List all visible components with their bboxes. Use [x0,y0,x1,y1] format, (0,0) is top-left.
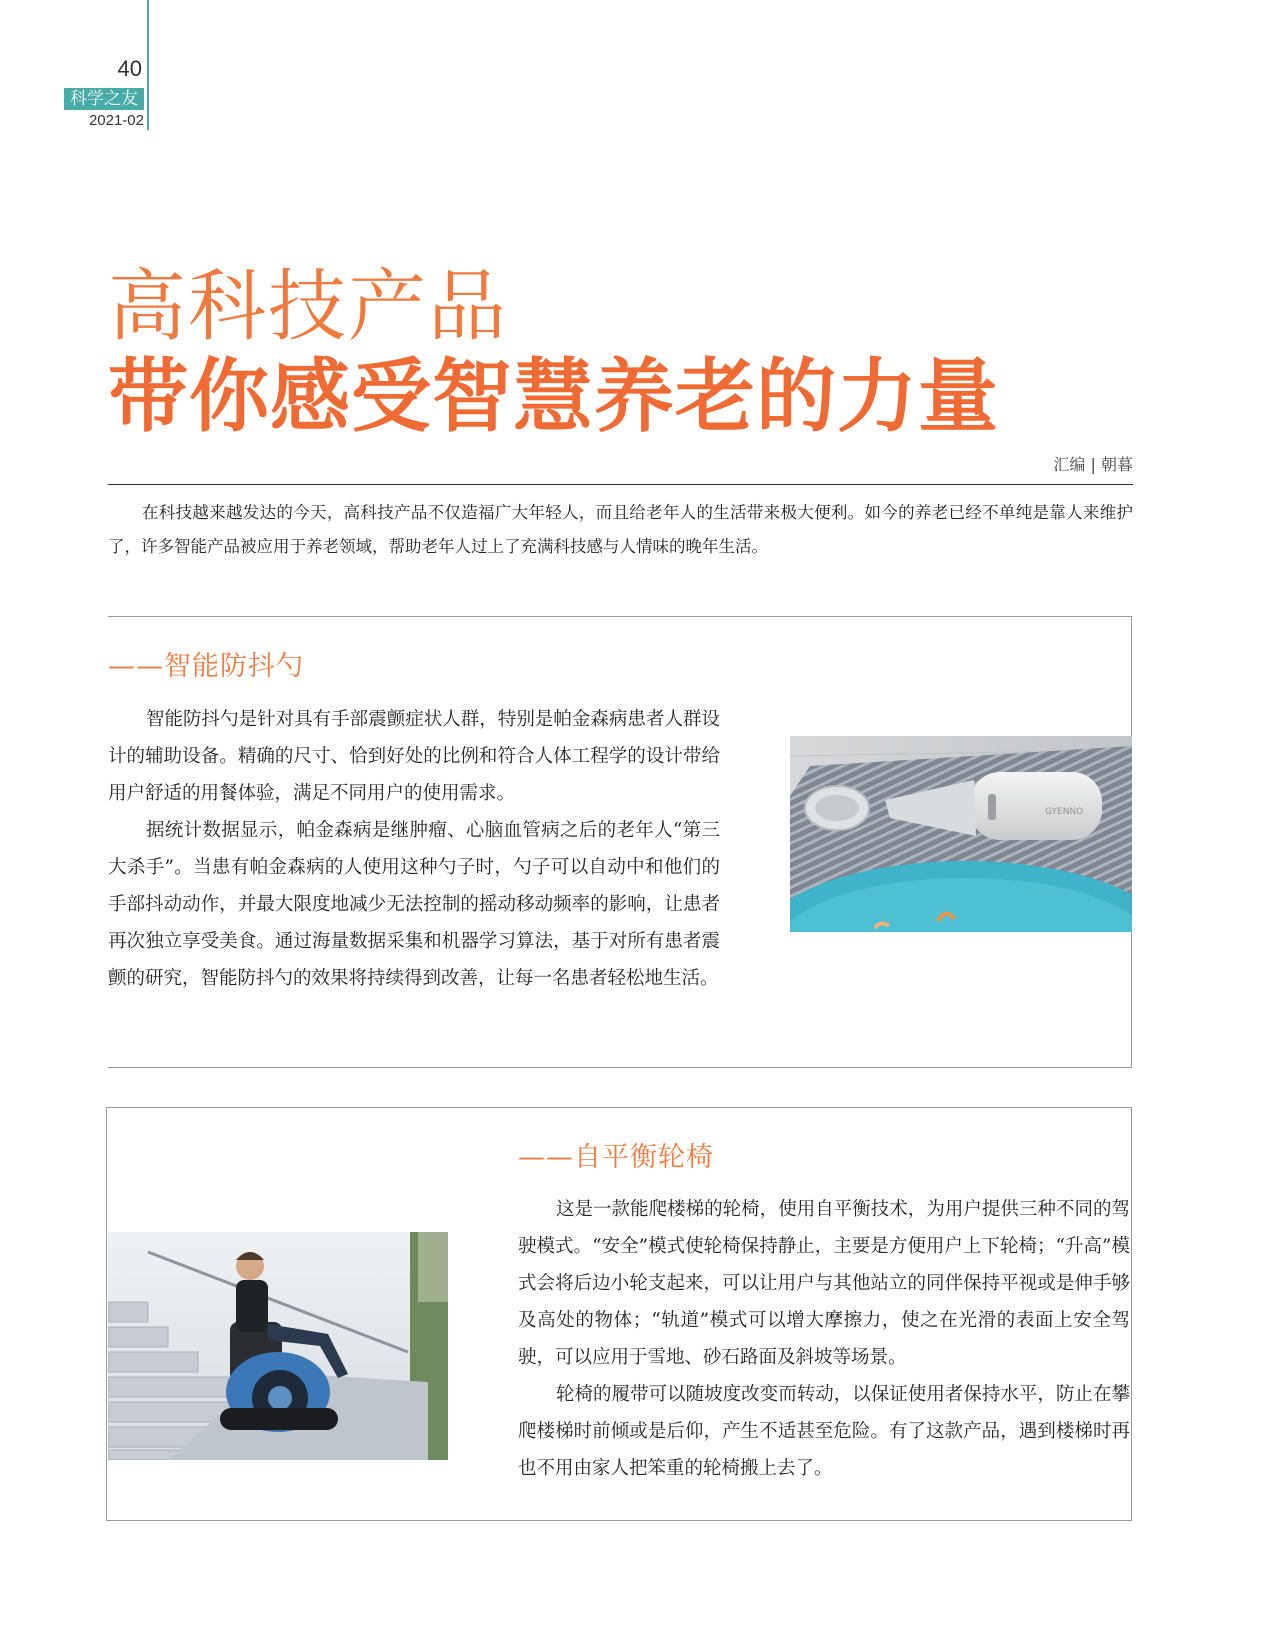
section1-paragraph: 据统计数据显示，帕金森病是继肿瘤、心脑血管病之后的老年人“第三大杀手”。当患有帕金森病的人使用这种勺子时，勺子可以自动中和他们的手部抖动动作，并最大限度地减少无法控制的摇动移动频率的影响，让患者再次独立享受美食。通过海量数据采集和机器学习算法，基于对所有患者震颤的研究，智能防抖勺的效果将持续得到改善，让每一名患者轻松地生活。 [108,820,720,989]
section1-title: ——智能防抖勺 [108,651,304,682]
issue-date: 2021-02 [88,112,144,129]
wheelchair-photo-illustration [108,1232,448,1460]
self-balancing-wheelchair-photo [108,1232,448,1460]
header-divider-line [147,0,149,130]
spoon-brand-label: GYENNO [1045,807,1084,817]
page-number: 40 [117,56,142,81]
section2-body [518,1191,1130,1487]
anti-tremor-spoon-photo [790,736,1132,932]
section2-paragraph: 轮椅的履带可以随坡度改变而转动，以保证使用者保持水平，防止在攀爬楼梯时前倾或是后仰，产生不适甚至危险。有了这款产品，遇到楼梯时再也不用由家人把笨重的轮椅搬上去了。 [518,1384,1130,1479]
title-rule [108,484,1133,485]
article-intro: 在科技越来越发达的今天，高科技产品不仅造福广大年轻人，而且给老年人的生活带来极大便利。如今的养老已经不单纯是靠人来维护了，许多智能产品被应用于养老领域，帮助老年人过上了充满科技感与人情味的晚年生活。 [108,503,1133,556]
article-title-line1: 高科技产品 [108,262,509,352]
section1-body [108,701,720,997]
article-title-line2: 带你感受智慧养老的力量 [108,350,999,443]
section1-paragraph: 智能防抖勺是针对具有手部震颤症状人群，特别是帕金森病患者人群设计的辅助设备。精确的尺寸、恰到好处的比例和符合人体工程学的设计带给用户舒适的用餐体验，满足不同用户的使用需求。 [108,709,720,804]
article-editor: 汇编 | 朝暮 [1053,455,1133,474]
magazine-name-badge: 科学之友 [64,88,144,110]
section2-paragraph: 这是一款能爬楼梯的轮椅，使用自平衡技术，为用户提供三种不同的驾驶模式。“安全”模式使轮椅保持静止，主要是方便用户上下轮椅；“升高”模式会将后边小轮支起来，可以让用户与其他站立的同伴保持平视或是伸手够及高处的物体；“轨道”模式可以增大摩擦力，使之在光滑的表面上安全驾驶，可以应用于雪地、砂石路面及斜坡等场景。 [518,1199,1130,1368]
section2-title: ——自平衡轮椅 [518,1142,714,1173]
spoon-photo-illustration [790,736,1132,932]
